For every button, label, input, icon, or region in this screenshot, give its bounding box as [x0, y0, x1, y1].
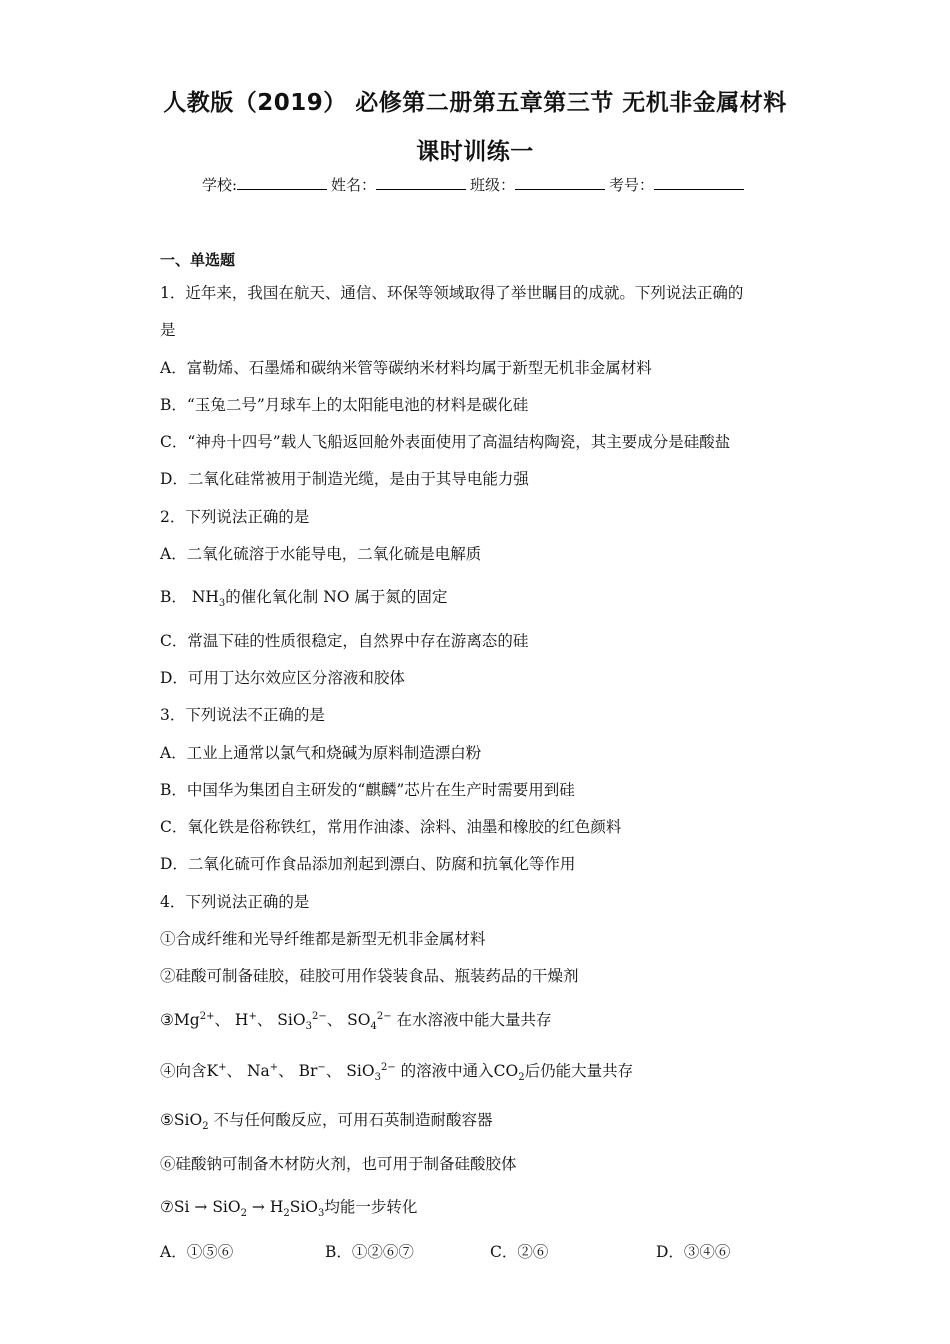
- q1-option-b: B．“玉兔二号”月球车上的太阳能电池的材料是碳化硅: [160, 396, 529, 414]
- q4-statement-3: [160, 1008, 552, 1033]
- ion-charge: −: [317, 1061, 326, 1073]
- page-title: 人教版（2019） 必修第二册第五章第三节 无机非金属材料: [163, 90, 787, 116]
- q4-statement-6: ⑥硅酸钠可制备木材防火剂，也可用于制备硅酸胶体: [160, 1155, 517, 1173]
- student-info-row: [0, 174, 950, 195]
- ion-text: SiO: [277, 1011, 306, 1029]
- statement-number: ③: [160, 1011, 174, 1029]
- formula-sub: 2: [283, 1208, 290, 1220]
- statement-prefix: ⑤SiO: [160, 1111, 203, 1129]
- ion-subscript: 4: [370, 1021, 377, 1033]
- ion-charge: +: [218, 1061, 227, 1073]
- formula-text: NH: [191, 588, 219, 606]
- q4-statement-1: ①合成纤维和光导纤维都是新型无机非金属材料: [160, 930, 486, 948]
- q4-option-b: B．①②⑥⑦: [325, 1243, 414, 1261]
- ion-text: SO: [347, 1011, 371, 1029]
- q3-option-c: C．氧化铁是俗称铁红，常用作油漆、涂料、油墨和橡胶的红色颜料: [160, 818, 622, 836]
- q1-option-a: A．富勒烯、石墨烯和碳纳米管等碳纳米材料均属于新型无机非金属材料: [160, 359, 652, 377]
- ion-charge: 2+: [199, 1010, 215, 1022]
- formula-text: SiO: [289, 1198, 319, 1216]
- ion-charge: 2−: [311, 1010, 327, 1022]
- q4-statement-4: [160, 1059, 634, 1084]
- ion-charge: 2−: [380, 1061, 396, 1073]
- q3-option-a: A．工业上通常以氯气和烧碱为原料制造漂白粉: [160, 744, 482, 762]
- ion-subscript: 3: [305, 1021, 312, 1033]
- q1-stem-line2: 是: [160, 321, 176, 339]
- formula-sub: 3: [318, 1208, 325, 1220]
- page-subtitle: 课时训练一: [416, 139, 534, 165]
- formula-nh3: [191, 588, 226, 610]
- q1-option-c: C．“神舟十四号”载人飞船返回舱外表面使用了高温结构陶瓷，其主要成分是硅酸盐: [160, 433, 731, 451]
- separator: 、: [256, 1011, 273, 1029]
- q2-option-a: A．二氧化硫溶于水能导电，二氧化硫是电解质: [160, 545, 482, 563]
- q4-stem: 4．下列说法正确的是: [160, 893, 310, 911]
- ion-text: Br: [298, 1062, 318, 1080]
- ion-text: Mg: [173, 1011, 200, 1029]
- ion-charge: +: [269, 1061, 279, 1073]
- ion-subscript: 3: [374, 1072, 381, 1084]
- separator: 、: [326, 1011, 343, 1029]
- separator: 、: [214, 1011, 230, 1029]
- name-field[interactable]: [376, 175, 466, 190]
- ion-charge: 2−: [376, 1010, 392, 1022]
- q4-option-a: A．①⑤⑥: [160, 1243, 234, 1261]
- ion-text: SiO: [346, 1062, 375, 1080]
- formula-sub: 2: [202, 1121, 209, 1133]
- exam-no-label: 考号：: [609, 176, 655, 194]
- q3-stem: 3．下列说法不正确的是: [160, 706, 325, 724]
- statement-mid: 的溶液中通入: [400, 1062, 494, 1080]
- q2-option-d: D．可用丁达尔效应区分溶液和胶体: [160, 669, 405, 687]
- q2-option-b: [160, 585, 448, 610]
- statement-rest: 均能一步转化: [324, 1198, 418, 1216]
- q3-option-d: D．二氧化硫可作食品添加剂起到漂白、防腐和抗氧化等作用: [160, 855, 576, 873]
- q2-b-prefix: B．: [160, 588, 187, 606]
- statement-rest: 在水溶液中能大量共存: [396, 1011, 552, 1029]
- q4-option-c: C．②⑥: [490, 1243, 549, 1261]
- q1-stem-line1: 1．近年来，我国在航天、通信、环保等领域取得了举世瞩目的成就。下列说法正确的: [160, 284, 744, 302]
- formula-sub: 2: [240, 1208, 247, 1220]
- q2-option-c: C．常温下硅的性质很稳定，自然界中存在游离态的硅: [160, 632, 529, 650]
- class-field[interactable]: [515, 175, 605, 190]
- class-label: 班级：: [470, 176, 516, 194]
- arrow-text: → H: [246, 1198, 284, 1216]
- school-label: 学校:: [201, 176, 237, 194]
- q4-statement-2: ②硅酸可制备硅胶，硅胶可用作袋装食品、瓶装药品的干燥剂: [160, 967, 579, 985]
- ion-charge: +: [248, 1010, 257, 1022]
- statement-prefix: ⑦Si → SiO: [160, 1198, 241, 1216]
- q2-stem: 2．下列说法正确的是: [160, 508, 310, 526]
- ion-text: Na: [246, 1062, 270, 1080]
- name-label: 姓名：: [331, 176, 377, 194]
- q4-statement-5: [160, 1108, 493, 1133]
- q2-b-rest: 的催化氧化制 NO 属于氮的固定: [225, 588, 448, 606]
- formula-sub: 3: [218, 598, 226, 610]
- statement-prefix: ④向含: [160, 1062, 207, 1080]
- separator: 、: [325, 1062, 342, 1080]
- q3-option-b: B．中国华为集团自主研发的“麒麟”芯片在生产时需要用到硅: [160, 781, 575, 799]
- formula-sub: 2: [518, 1072, 525, 1084]
- section-title: 一、单选题: [160, 251, 236, 269]
- ion-text: K: [206, 1062, 219, 1080]
- q1-option-d: D．二氧化硅常被用于制造光缆，是由于其导电能力强: [160, 470, 529, 488]
- exam-no-field[interactable]: [654, 175, 744, 190]
- ion-text: H: [234, 1011, 249, 1029]
- q4-statement-7: [160, 1195, 418, 1220]
- formula-text: CO: [493, 1062, 519, 1080]
- school-field[interactable]: [237, 175, 327, 190]
- separator: 、: [226, 1062, 243, 1080]
- q4-option-d: D．③④⑥: [656, 1243, 731, 1261]
- statement-rest: 不与任何酸反应，可用石英制造耐酸容器: [213, 1111, 493, 1129]
- statement-rest: 后仍能大量共存: [524, 1062, 634, 1080]
- separator: 、: [278, 1062, 294, 1080]
